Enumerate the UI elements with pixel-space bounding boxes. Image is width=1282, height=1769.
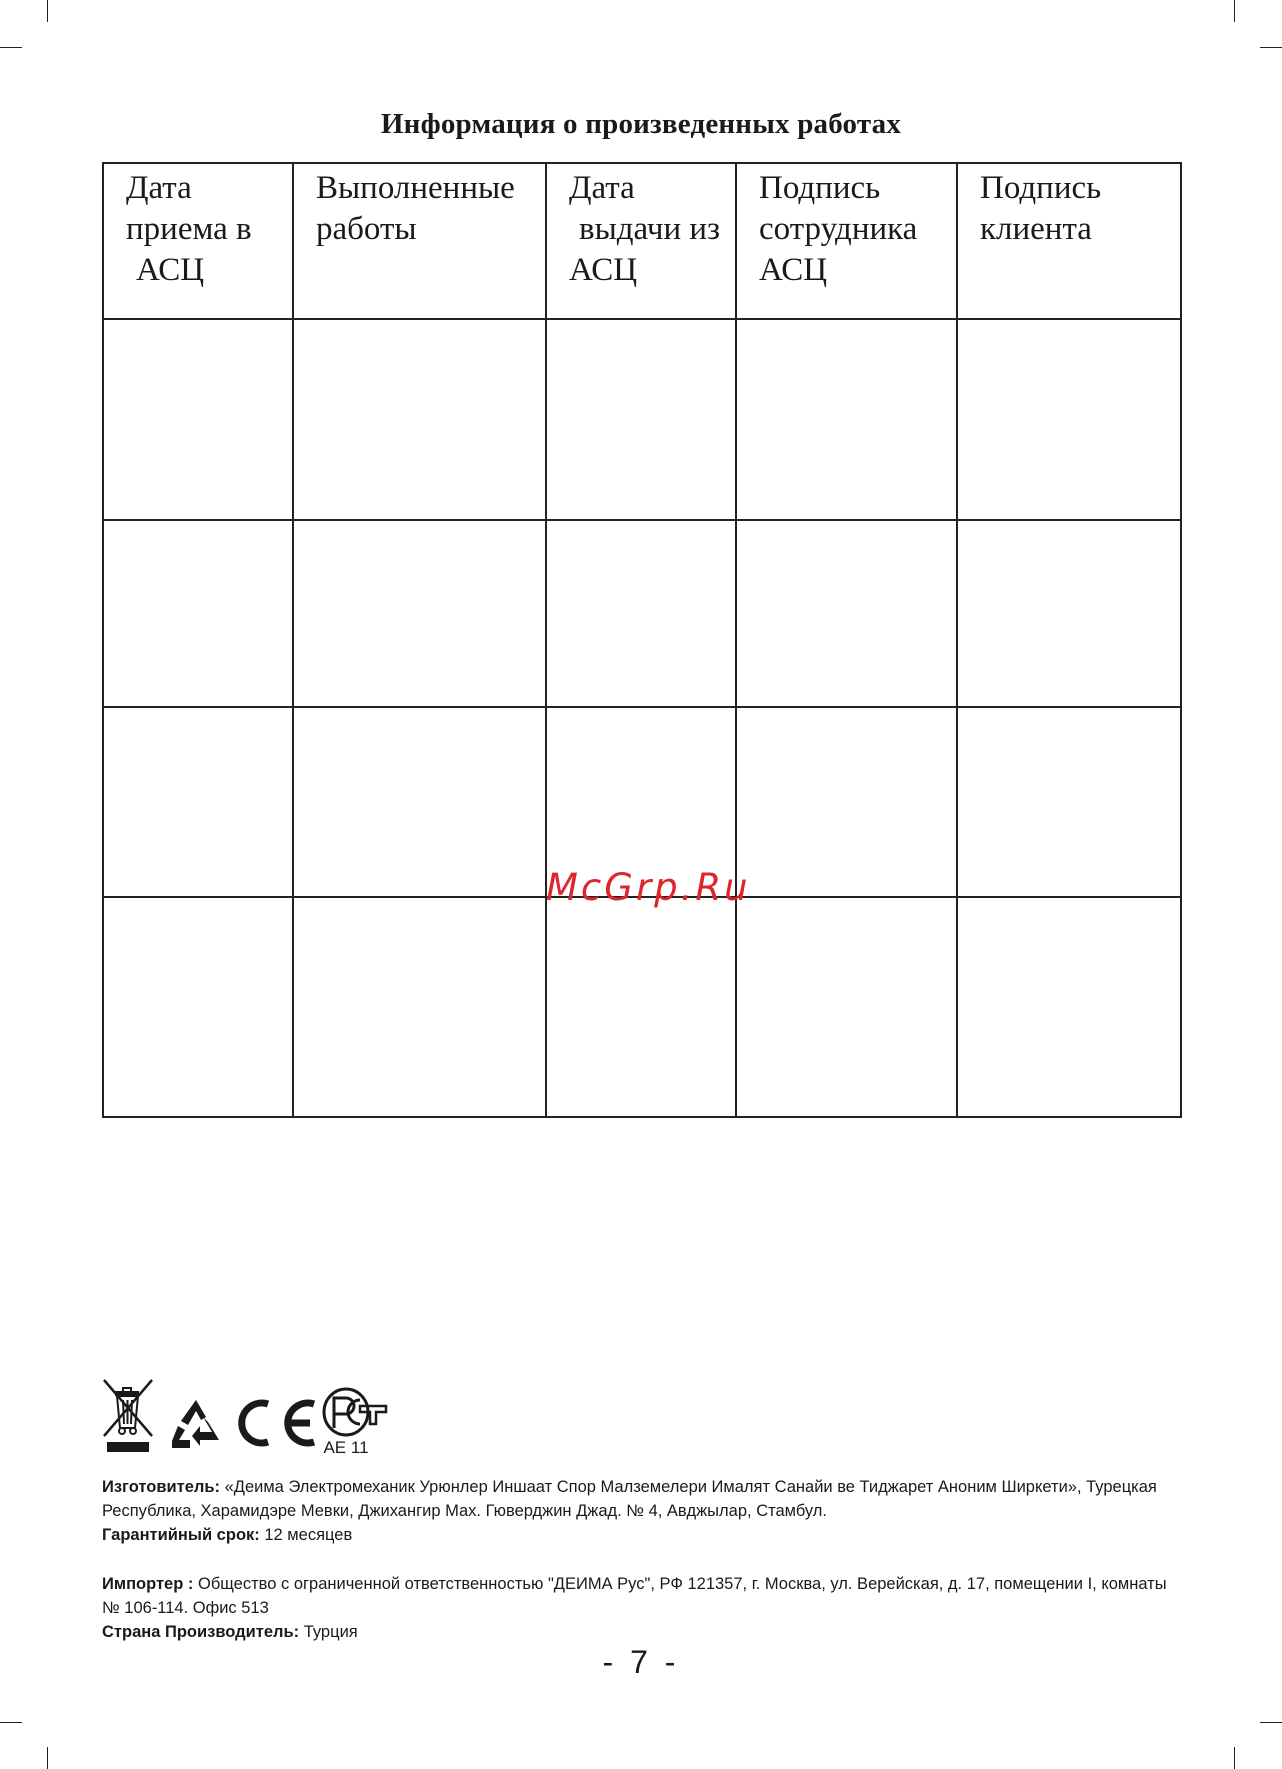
table-cell[interactable]: [736, 520, 957, 707]
crop-mark: [1260, 1722, 1282, 1723]
table-row: [103, 319, 1181, 520]
header-line: клиента: [980, 211, 1092, 247]
works-table: [102, 162, 1182, 1118]
header-line: АСЦ: [136, 252, 205, 288]
table-cell[interactable]: [546, 520, 736, 707]
header-line: Подпись: [759, 170, 881, 206]
table-cell[interactable]: [736, 707, 957, 897]
header-line: Дата: [126, 170, 192, 206]
crop-mark: [0, 47, 22, 48]
table-cell[interactable]: [103, 897, 293, 1117]
manufacturer-block: [102, 1475, 1182, 1547]
header-line: АСЦ: [569, 252, 638, 288]
table-cell[interactable]: [293, 897, 546, 1117]
table-cell[interactable]: [293, 319, 546, 520]
table-cell[interactable]: [546, 897, 736, 1117]
warranty-label: Гарантийный срок:: [102, 1526, 260, 1544]
table-cell[interactable]: [103, 520, 293, 707]
header-works-done: [293, 163, 546, 319]
certification-code: AE 11: [323, 1438, 369, 1457]
table-cell[interactable]: [293, 707, 546, 897]
table-cell[interactable]: [736, 319, 957, 520]
country-label: Страна Производитель:: [102, 1623, 300, 1641]
country-text: Турция: [303, 1623, 358, 1641]
table-cell[interactable]: [736, 897, 957, 1117]
weee-bin-icon: [104, 1380, 152, 1452]
header-date-received: [103, 163, 293, 319]
table-cell[interactable]: [957, 897, 1181, 1117]
page-title: Информация о произведенных работах: [380, 108, 902, 140]
watermark: McGrp.Ru: [546, 866, 751, 909]
header-line: сотрудника: [759, 211, 918, 247]
header-line: Подпись: [980, 170, 1102, 206]
crop-mark: [0, 1722, 22, 1723]
table-cell[interactable]: [957, 319, 1181, 520]
table-cell[interactable]: [546, 319, 736, 520]
crop-mark: [1234, 0, 1235, 22]
manufacturer-label: Изготовитель:: [102, 1478, 220, 1496]
table-cell[interactable]: [957, 707, 1181, 897]
header-employee-signature: [736, 163, 957, 319]
manufacturer-text: «Деима Электромеханик Урюнлер Иншаат Спор Малземелери Ималят Санайи ве Тиджарет Аноним Ширкети», Турецкая Республика, Харамидэре Мевки, Джихангир Мах. Гюверджин Джад. № 4, Авджылар, Стамбул.: [102, 1478, 1157, 1520]
warranty-text: 12 месяцев: [264, 1526, 353, 1544]
pct-mark-icon: [323, 1389, 386, 1457]
header-line: приема в: [126, 211, 252, 247]
table-row: [103, 897, 1181, 1117]
header-line: выдачи из: [579, 211, 721, 247]
recycle-icon: [172, 1400, 219, 1448]
page-number: - 7 -: [602, 1644, 680, 1680]
ce-mark-icon: [242, 1403, 314, 1443]
header-date-issued: [546, 163, 736, 319]
header-client-signature: [957, 163, 1181, 319]
header-line: Дата: [569, 170, 635, 206]
table-header-row: [103, 163, 1181, 319]
importer-block: [102, 1572, 1182, 1644]
table-cell[interactable]: [957, 520, 1181, 707]
header-line: работы: [316, 211, 417, 247]
importer-label: Импортер :: [102, 1575, 194, 1593]
crop-mark: [47, 1747, 48, 1769]
table-cell[interactable]: [103, 319, 293, 520]
table-cell[interactable]: [293, 520, 546, 707]
header-line: Выполненные: [316, 170, 515, 206]
table-cell[interactable]: [103, 707, 293, 897]
crop-mark: [1260, 47, 1282, 48]
table-row: [103, 520, 1181, 707]
crop-mark: [1234, 1747, 1235, 1769]
header-line: АСЦ: [759, 252, 828, 288]
certification-icons: [102, 1376, 422, 1456]
crop-mark: [47, 0, 48, 22]
importer-text: Общество с ограниченной ответственностью "ДЕИМА Рус", РФ 121357, г. Москва, ул. Верейская, д. 17, помещении I, комнаты № 106-114. Офис 513: [102, 1575, 1167, 1617]
